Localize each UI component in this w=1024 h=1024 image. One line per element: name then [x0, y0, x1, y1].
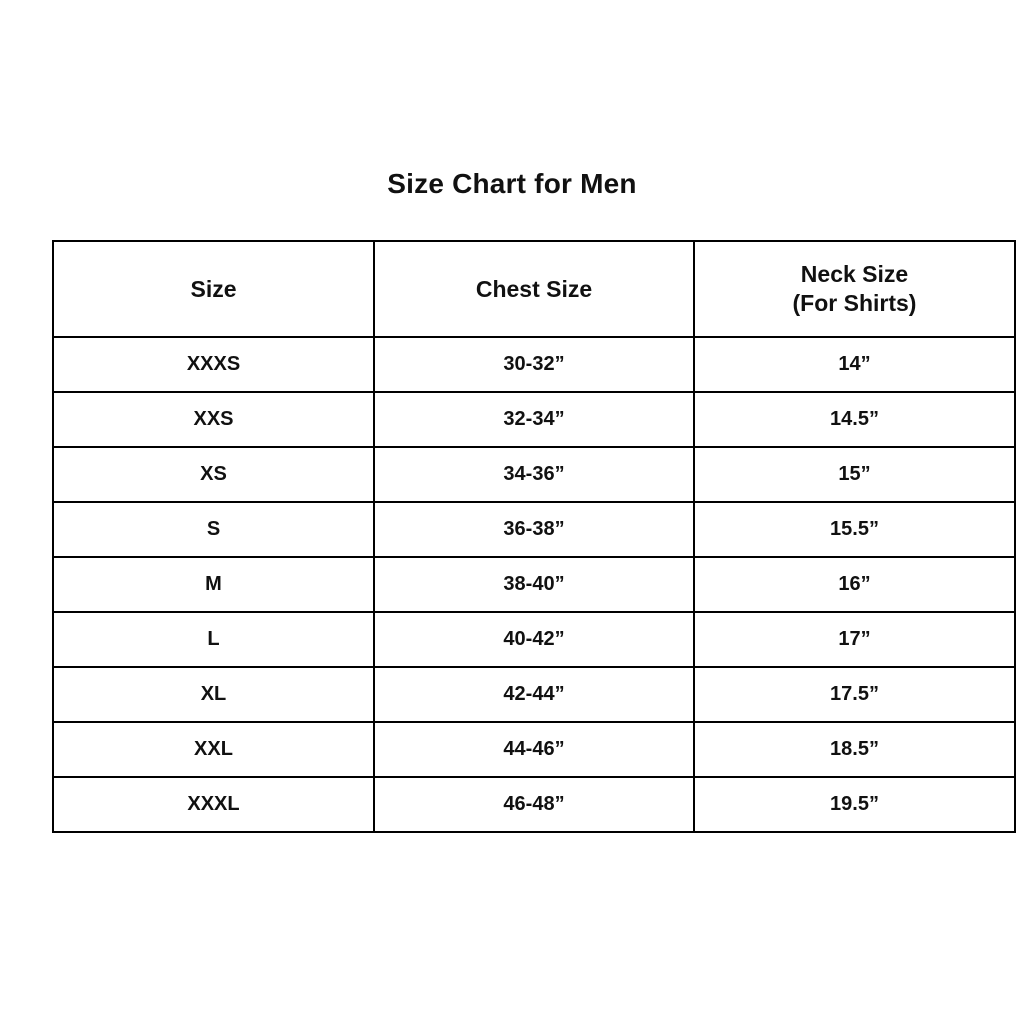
cell-size: S [53, 502, 374, 557]
cell-chest: 40-42” [374, 612, 694, 667]
column-header-size-label: Size [190, 275, 237, 302]
cell-chest: 42-44” [374, 667, 694, 722]
column-header-chest-size-label: Chest Size [475, 275, 593, 302]
cell-size: M [53, 557, 374, 612]
cell-chest: 44-46” [374, 722, 694, 777]
table-body [53, 337, 1015, 832]
cell-neck: 17” [694, 612, 1015, 667]
table-row [53, 337, 1015, 392]
size-chart-table [52, 240, 1016, 833]
table-row [53, 557, 1015, 612]
table-row [53, 612, 1015, 667]
cell-neck: 19.5” [694, 777, 1015, 832]
table-row [53, 502, 1015, 557]
size-chart-table-wrapper [52, 240, 972, 833]
cell-size: XXL [53, 722, 374, 777]
table-row [53, 777, 1015, 832]
table-row [53, 722, 1015, 777]
cell-neck: 14” [694, 337, 1015, 392]
cell-chest: 32-34” [374, 392, 694, 447]
cell-neck: 14.5” [694, 392, 1015, 447]
column-header-neck-size [694, 241, 1015, 337]
column-header-neck-size-sublabel: (For Shirts) [792, 290, 917, 316]
cell-size: XXXL [53, 777, 374, 832]
cell-size: L [53, 612, 374, 667]
table-header [53, 241, 1015, 337]
column-header-chest-size [374, 241, 694, 337]
cell-size: XXXS [53, 337, 374, 392]
cell-chest: 46-48” [374, 777, 694, 832]
cell-neck: 15.5” [694, 502, 1015, 557]
table-row [53, 392, 1015, 447]
cell-chest: 34-36” [374, 447, 694, 502]
cell-neck: 16” [694, 557, 1015, 612]
table-row [53, 447, 1015, 502]
cell-neck: 17.5” [694, 667, 1015, 722]
cell-size: XS [53, 447, 374, 502]
cell-chest: 38-40” [374, 557, 694, 612]
cell-neck: 18.5” [694, 722, 1015, 777]
table-row [53, 667, 1015, 722]
column-header-neck-size-label: Neck Size [800, 261, 909, 288]
table-header-row [53, 241, 1015, 337]
cell-neck: 15” [694, 447, 1015, 502]
cell-size: XL [53, 667, 374, 722]
cell-chest: 30-32” [374, 337, 694, 392]
cell-size: XXS [53, 392, 374, 447]
page-title: Size Chart for Men [387, 168, 637, 199]
cell-chest: 36-38” [374, 502, 694, 557]
column-header-size [53, 241, 374, 337]
